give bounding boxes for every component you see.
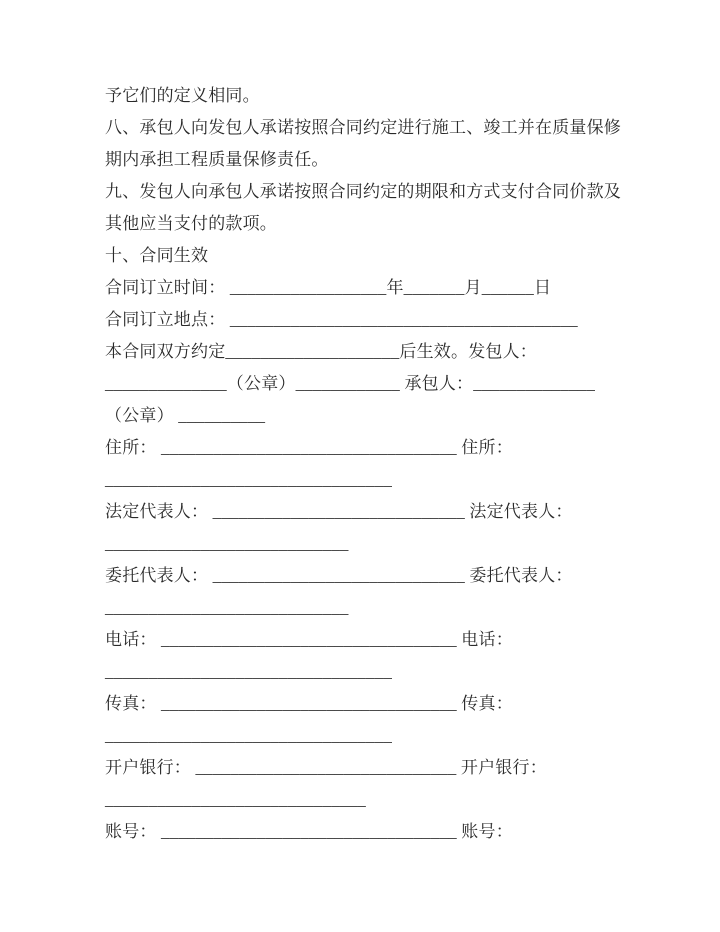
- field-seal-2: （公章） __________: [105, 406, 266, 425]
- field-bank: 开户银行： ______________________________ 开户银行：: [105, 758, 547, 777]
- field-fax: 传真： __________________________________ 传真：: [105, 694, 513, 713]
- field-entrusted-rep-continuation: ____________________________: [105, 598, 349, 617]
- field-phone: 电话： __________________________________ 电话：: [105, 630, 513, 649]
- field-effective-condition: 本合同双方约定____________________后生效。发包人：: [105, 342, 537, 361]
- field-contract-date: 合同订立时间： __________________年_______月______日: [105, 278, 552, 297]
- clause-8-line-2: 期内承担工程质量保修责任。: [105, 150, 329, 169]
- field-fax-continuation: _________________________________: [105, 726, 393, 745]
- field-entrusted-rep: 委托代表人： _____________________________ 委托代表人：: [105, 566, 573, 585]
- field-legal-rep-continuation: ____________________________: [105, 534, 349, 553]
- field-account: 账号： __________________________________ 账号：: [105, 822, 513, 841]
- field-legal-rep: 法定代表人： _____________________________ 法定代表人：: [105, 502, 573, 521]
- field-address-continuation: _________________________________: [105, 470, 393, 489]
- clause-9-line-1: 九、发包人向承包人承诺按照合同约定的期限和方式支付合同价款及: [105, 182, 621, 201]
- field-seal-and-contractor: ______________（公章）____________ 承包人：______________: [105, 374, 596, 393]
- field-address: 住所： __________________________________ 住所：: [105, 438, 513, 457]
- field-phone-continuation: _________________________________: [105, 662, 393, 681]
- clause-definition-tail: 予它们的定义相同。: [105, 86, 260, 105]
- field-bank-continuation: ______________________________: [105, 790, 366, 809]
- clause-10-heading: 十、合同生效: [105, 246, 209, 265]
- clause-8-line-1: 八、承包人向发包人承诺按照合同约定进行施工、竣工并在质量保修: [105, 118, 621, 137]
- field-contract-place: 合同订立地点： ________________________________________: [105, 310, 578, 329]
- clause-9-line-2: 其他应当支付的款项。: [105, 214, 277, 233]
